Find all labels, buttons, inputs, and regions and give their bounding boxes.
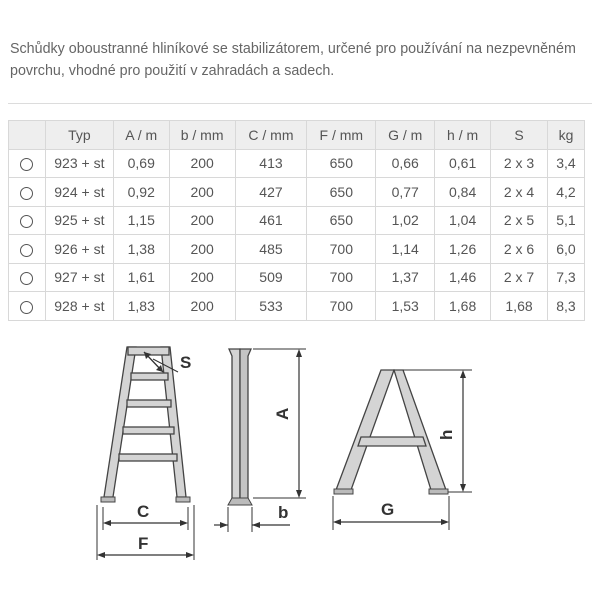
table-row[interactable] [9, 263, 585, 292]
side-view [214, 349, 306, 532]
front-view [97, 347, 194, 560]
cell-s: 2 x 4 [491, 178, 548, 207]
table-row[interactable] [9, 235, 585, 264]
cell-b: 200 [169, 263, 235, 292]
header-select [9, 121, 46, 150]
cell-f: 650 [307, 149, 376, 178]
cell-kg: 8,3 [547, 292, 584, 321]
cell-g: 0,66 [376, 149, 435, 178]
header-b: b / mm [169, 121, 235, 150]
label-b: b [278, 503, 289, 522]
specification-table [8, 120, 585, 321]
cell-f: 700 [307, 292, 376, 321]
cell-a: 0,69 [113, 149, 169, 178]
cell-f: 650 [307, 206, 376, 235]
cell-typ: 928 + st [45, 292, 113, 321]
cell-a: 1,61 [113, 263, 169, 292]
row-select-radio[interactable] [20, 158, 33, 171]
table-row[interactable] [9, 178, 585, 207]
header-kg: kg [547, 121, 584, 150]
cell-b: 200 [169, 178, 235, 207]
cell-s: 2 x 6 [491, 235, 548, 264]
cell-c: 413 [235, 149, 307, 178]
row-select-cell[interactable] [9, 206, 46, 235]
row-select-radio[interactable] [20, 215, 33, 228]
header-h: h / m [435, 121, 491, 150]
cell-s: 2 x 7 [491, 263, 548, 292]
cell-typ: 927 + st [45, 263, 113, 292]
cell-f: 700 [307, 263, 376, 292]
cell-typ: 926 + st [45, 235, 113, 264]
row-select-radio[interactable] [20, 272, 33, 285]
cell-h: 0,84 [435, 178, 491, 207]
row-select-cell[interactable] [9, 235, 46, 264]
label-h: h [437, 429, 456, 440]
row-select-cell[interactable] [9, 292, 46, 321]
product-description: Schůdky oboustranné hliníkové se stabilizátorem, určené pro používání na nezpevněném povrchu, vhodné pro použití v zahradách a sadech. [10, 41, 576, 79]
row-select-cell[interactable] [9, 149, 46, 178]
label-g: G [381, 500, 395, 519]
cell-h: 1,46 [435, 263, 491, 292]
cell-g: 1,02 [376, 206, 435, 235]
cell-b: 200 [169, 206, 235, 235]
cell-kg: 3,4 [547, 149, 584, 178]
cell-b: 200 [169, 292, 235, 321]
header-s: S [491, 121, 548, 150]
cell-b: 200 [169, 235, 235, 264]
divider [8, 103, 592, 104]
ladder-dimension-diagram [0, 335, 600, 600]
cell-kg: 6,0 [547, 235, 584, 264]
table-header-row [9, 121, 585, 150]
label-f: F [138, 534, 149, 553]
row-select-radio[interactable] [20, 244, 33, 257]
cell-g: 1,37 [376, 263, 435, 292]
cell-h: 0,61 [435, 149, 491, 178]
cell-typ: 923 + st [45, 149, 113, 178]
header-g: G / m [376, 121, 435, 150]
header-f: F / mm [307, 121, 376, 150]
cell-s: 2 x 3 [491, 149, 548, 178]
row-select-cell[interactable] [9, 178, 46, 207]
label-s: S [180, 353, 192, 372]
cell-typ: 925 + st [45, 206, 113, 235]
cell-a: 1,83 [113, 292, 169, 321]
cell-s: 1,68 [491, 292, 548, 321]
cell-c: 485 [235, 235, 307, 264]
a-frame-view [333, 370, 472, 530]
cell-g: 1,53 [376, 292, 435, 321]
row-select-cell[interactable] [9, 263, 46, 292]
table-row[interactable] [9, 206, 585, 235]
cell-kg: 4,2 [547, 178, 584, 207]
cell-kg: 7,3 [547, 263, 584, 292]
cell-s: 2 x 5 [491, 206, 548, 235]
cell-h: 1,26 [435, 235, 491, 264]
cell-g: 1,14 [376, 235, 435, 264]
cell-h: 1,68 [435, 292, 491, 321]
header-typ: Typ [45, 121, 113, 150]
cell-f: 650 [307, 178, 376, 207]
cell-kg: 5,1 [547, 206, 584, 235]
header-c: C / mm [235, 121, 307, 150]
table-row[interactable] [9, 149, 585, 178]
label-a: A [273, 407, 292, 420]
row-select-radio[interactable] [20, 301, 33, 314]
row-select-radio[interactable] [20, 187, 33, 200]
cell-b: 200 [169, 149, 235, 178]
cell-h: 1,04 [435, 206, 491, 235]
cell-a: 1,38 [113, 235, 169, 264]
cell-c: 461 [235, 206, 307, 235]
cell-typ: 924 + st [45, 178, 113, 207]
label-c: C [137, 502, 150, 521]
cell-c: 427 [235, 178, 307, 207]
cell-c: 533 [235, 292, 307, 321]
header-a: A / m [113, 121, 169, 150]
cell-g: 0,77 [376, 178, 435, 207]
cell-a: 0,92 [113, 178, 169, 207]
cell-f: 700 [307, 235, 376, 264]
cell-a: 1,15 [113, 206, 169, 235]
cell-c: 509 [235, 263, 307, 292]
table-row[interactable] [9, 292, 585, 321]
